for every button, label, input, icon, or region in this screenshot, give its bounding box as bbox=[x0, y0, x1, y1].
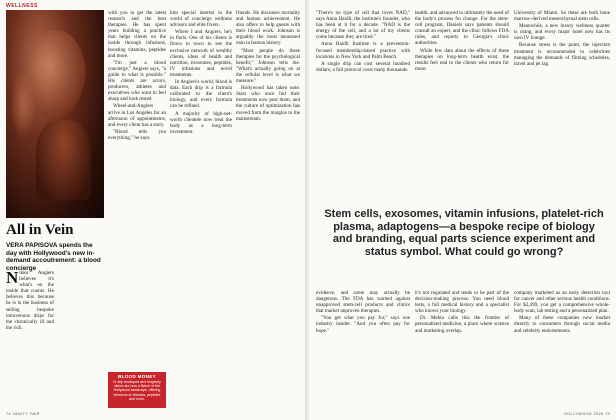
paragraph: "Blood tells you everything," he says. bbox=[108, 128, 166, 141]
hero-figure-body bbox=[36, 120, 91, 200]
article-deck: VERA PAPISOVA spends the day with Hollywood's new in-demand accoutrement: a blood concierge bbox=[6, 242, 101, 272]
paragraph: health, and advanced to ultimately the need of the body's process for change. For the stem-cell program, Daniels says patients should consult an expert, and the clinic follows FDA rules, and reports to Georgia's clinic authorities. bbox=[415, 10, 509, 47]
hero-figure-hand bbox=[10, 70, 36, 140]
paragraph: Because stress is the point, the injection treatment is recommended to celebrities managing the demands of filming schedules, travel and jet lag. bbox=[514, 42, 610, 67]
paragraph: Meanwhile, a new luxury wellness quarter is rising, and every major hotel now has its own IV lounge. bbox=[514, 23, 610, 42]
section-tag: WELLNESS bbox=[6, 3, 38, 9]
paragraph: While few data about the effects of these therapies on long-term health exist, the results feel real to the clients who return for more. bbox=[415, 47, 509, 72]
paragraph: evidence, and some may actually be dangerous. The FDA has warned against unapproved stem-cell products and clinics that market unproven therapies. bbox=[316, 290, 410, 315]
column-3 bbox=[170, 10, 232, 136]
paragraph: "There's no type of cell that loves NAD," says Anna Haidli, the institute's founder, who has been at it for a decade. "NAD is the energy of the cell, and a lot of my clients come because they are tired." bbox=[316, 10, 410, 41]
column-2 bbox=[108, 10, 166, 142]
paragraph: Hollywood has taken note. Stars who once hid their treatments now post them, and the culture of optimization has moved from the margins to the mainstream. bbox=[236, 85, 300, 122]
paragraph: In Angiers's world, blood is data. Each drip is a formula calibrated to the client's biology, and every formula can be refined. bbox=[170, 79, 232, 110]
pull-quote: Stem cells, exosomes, vitamin infusions, platelet-rich plasma, adaptogens—a bespoke recipe of biology and branding, equal parts science experiment and status symbol. What could go wrong? bbox=[324, 208, 604, 258]
paragraph: company marketed as an early detection tool for cancer and other serious health conditions. For $2,499, you get a comprehensive whole-body scan, lab testing and a personalized plan. bbox=[514, 290, 610, 315]
paragraph: "You get what you pay for," says one industry insider. "And you often pay for hope." bbox=[316, 315, 410, 334]
paragraph: Many of these companies now market directly to consumers through social media and celebrity endorsements. bbox=[514, 315, 610, 334]
body-lead-column bbox=[6, 270, 54, 332]
left-folio: 74 VANITY FAIR bbox=[6, 412, 40, 416]
blood-money-infobox bbox=[108, 372, 166, 408]
right-column-3 bbox=[514, 10, 610, 68]
body-lead-paragraph: Nikko Angiers believes it's what's on the inside that counts. He believes this because he is in the business of selling bespoke intravenous drips for the chronically ill and the rich. bbox=[6, 268, 54, 331]
hero-image bbox=[6, 10, 104, 218]
right-bottom-column-2 bbox=[415, 290, 509, 335]
right-bottom-column-1 bbox=[316, 290, 410, 335]
paragraph: Where I and Angiers, he's in Paris. One of his clients is flown to town to see the exclusive network of wealthy clients, ideas of health and nutrition, exosomes, peptides, IV infusions and novel treatments. bbox=[170, 29, 232, 78]
paragraph: A single drip can cost several hundred dollars; a full protocol costs many thousands. bbox=[316, 60, 410, 73]
drop-cap: N bbox=[6, 268, 19, 287]
right-column-2 bbox=[415, 10, 509, 73]
paragraph: it's not regulated and tends to be part of the decision-making process. You need blood tests, a full medical history and a specialist who knows your biology. bbox=[415, 290, 509, 315]
paragraph: University of Miami. So these are both bone marrow–derived mesenchymal stem cells. bbox=[514, 10, 610, 23]
right-page bbox=[309, 0, 616, 420]
paragraph: Wheel-and-Angiers arrive in Los Angeles for an afternoon of appointments, and every client has a story. bbox=[108, 103, 166, 128]
paragraph: Anna Haidli Institute is a prevention-focused membership-based practice with locations in New York and Palm Beach. bbox=[316, 41, 410, 60]
paragraph: "Most people do these therapies for the psychological benefit," Johnson tells me. "What's actually going on at the cellular level is what we measure." bbox=[236, 47, 300, 85]
article-headline: All in Vein bbox=[6, 222, 74, 238]
column-4 bbox=[236, 10, 300, 123]
paragraph: "I'm just a blood concierge," Angiers says, "a guide to what is possible." His clients are actors, producers, athletes and executives who want to feel sharp and look rested. bbox=[108, 59, 166, 103]
right-bottom-column-3 bbox=[514, 290, 610, 335]
left-page bbox=[0, 0, 307, 420]
paragraph: friends. He discusses mortality and human achievement. He also offers to help guests with their blood work. Johnson is arguably the most measured man in human history. bbox=[236, 10, 300, 47]
right-column-1 bbox=[316, 10, 410, 74]
infobox-body: IV drip boutiques and longevity clinics are now a fixture of the Hollywood landscape, offering infusions of vitamins, peptides and more. bbox=[113, 380, 161, 401]
right-folio: HOLLYWOOD 2026 75 bbox=[564, 412, 610, 416]
paragraph: him special interest in the world of concierge wellness advisors and elite fixers. bbox=[170, 10, 232, 29]
paragraph: A majority of high-net-worth clientele now treat the body as a long-term investment. bbox=[170, 110, 232, 135]
paragraph: Dr. Mehta calls this the frontier of personalized medicine, a place where science and marketing overlap. bbox=[415, 315, 509, 334]
infobox-title: BLOOD MONEY bbox=[117, 374, 156, 379]
paragraph: with you to get the latest research and the best therapies. He has spent years building a practice that helps clients on the inside through infusions, boosting vitamins, peptides and more. bbox=[108, 10, 166, 59]
